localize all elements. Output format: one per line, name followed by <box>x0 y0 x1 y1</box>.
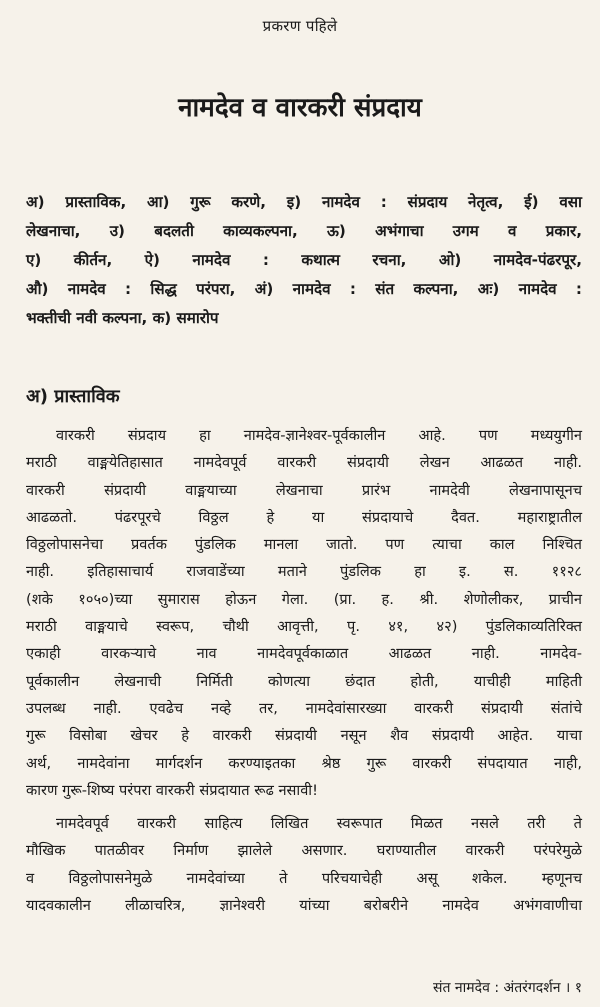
summary-line: अ) प्रास्ताविक, आ) गुरू करणे, इ) नामदेव : संप्रदाय नेतृत्व, ई) वसा <box>26 193 582 211</box>
text-line: यादवकालीन लीळाचरित्र, ज्ञानेश्वरी यांच्या बरोबरीने नामदेव अभंगवाणीचा <box>26 897 582 915</box>
text-line: नाही. इतिहासाचार्य राजवाडेंच्या मताने पुंडलिक हा इ. स. ११२८ <box>26 563 582 581</box>
text-line: नामदेवपूर्व वारकरी साहित्य लिखित स्वरूपात मिळत नसले तरी ते <box>56 815 582 833</box>
text-line: अर्थ, नामदेवांना मार्गदर्शन करण्याइतका श्रेष्ठ गुरू वारकरी संपदायात नाही, <box>26 754 582 772</box>
summary-line: लेखनाचा, उ) बदलती काव्यकल्पना, ऊ) अभंगाचा उगम व प्रकार, <box>26 222 582 240</box>
chapter-title: नामदेव व वारकरी संप्रदाय <box>178 93 422 123</box>
text-line: पूर्वकालीन लेखनाची निर्मिती कोणत्या छंदात होती, याचीही माहिती <box>26 672 582 690</box>
text-line: एकाही वारकऱ्याचे नाव नामदेवपूर्वकाळात आढळत नाही. नामदेव- <box>26 645 582 663</box>
text-line: वारकरी संप्रदाय हा नामदेव-ज्ञानेश्वर-पूर्वकालीन आहे. पण मध्ययुगीन <box>56 427 582 444</box>
text-line: (शके १०५०)च्या सुमारास होऊन गेला. (प्रा. ह. श्री. शेणोलीकर, प्राचीन <box>26 590 582 608</box>
text-line: आढळतो. पंढरपूरचे विठ्ठल हे या संप्रदायाचे दैवत. महाराष्ट्रातील <box>26 508 582 526</box>
paragraph-1 <box>26 422 582 804</box>
text-line: मराठी वाङ्मयाचे स्वरूप, चौथी आवृत्ती, पृ. ४१, ४२) पुंडलिकाव्यतिरिक्त <box>26 618 582 636</box>
text-line: व विठ्ठलोपासनेमुळे नामदेवांच्या ते परिचयाचेही असू शकेल. म्हणूनच <box>26 869 582 887</box>
page-footer: संत नामदेव : अंतरंगदर्शन । १ <box>433 980 582 996</box>
text-line: कारण गुरू-शिष्य परंपरा वारकरी संप्रदायात रूढ नसावी! <box>26 781 318 799</box>
section-heading: अ) प्रास्ताविक <box>26 386 120 407</box>
text-line: उपलब्ध नाही. एवढेच नव्हे तर, नामदेवांसारख्या वारकरी संप्रदायी संतांचे <box>26 699 582 717</box>
text-line: विठ्ठलोपासनेचा प्रवर्तक पुंडलिक मानला जातो. पण त्याचा काल निश्चित <box>26 536 582 554</box>
chapter-contents-summary <box>26 188 582 333</box>
text-line: वारकरी संप्रदायी वाङ्मयाच्या लेखनाचा प्रारंभ नामदेवी लेखनापासूनच <box>26 481 582 499</box>
summary-line: भक्तीची नवी कल्पना, क) समारोप <box>26 309 219 327</box>
chapter-heading: प्रकरण पहिले <box>262 17 338 35</box>
summary-line: ए) कीर्तन, ऐ) नामदेव : कथात्म रचना, ओ) नामदेव-पंढरपूर, <box>26 251 582 269</box>
text-line: गुरू विसोबा खेचर हे वारकरी संप्रदायी नसून शैव संप्रदायी आहेत. याचा <box>26 727 582 745</box>
text-line: मराठी वाङ्मयेतिहासात नामदेवपूर्व वारकरी संप्रदायी लेखन आढळत नाही. <box>26 454 582 472</box>
text-line: मौखिक पातळीवर निर्माण झालेले असणार. घराण्यातील वारकरी परंपरेमुळे <box>26 842 582 860</box>
paragraph-2 <box>26 810 582 919</box>
summary-line: औ) नामदेव : सिद्ध परंपरा, अं) नामदेव : संत कल्पना, अः) नामदेव : <box>26 280 582 298</box>
body-text <box>26 422 582 919</box>
